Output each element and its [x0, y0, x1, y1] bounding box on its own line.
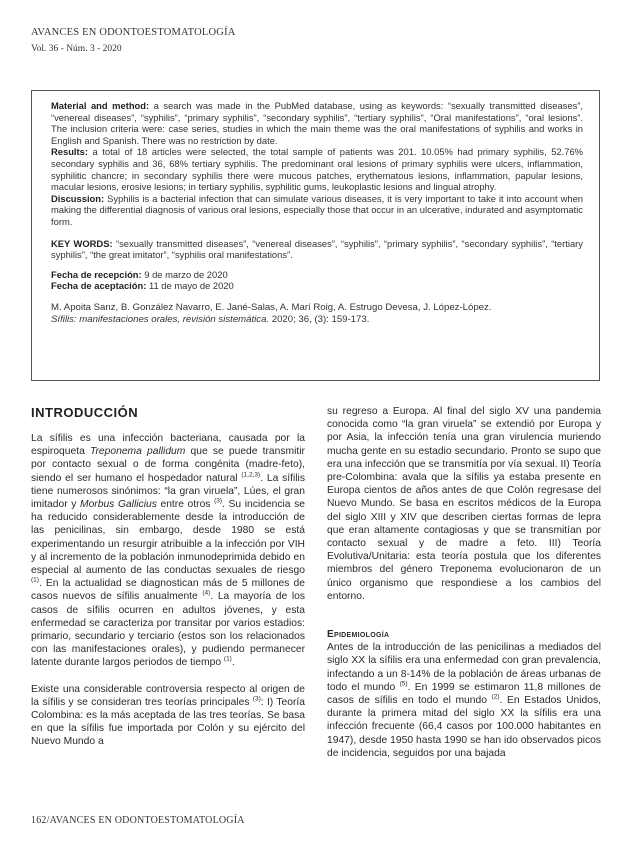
material-label: Material and method: — [51, 100, 150, 111]
results-text: a total of 18 articles were selected, the total sample of patients was 201. 10.05% had primary syphilis, 52.76% secondary syphilis and 36, 68% tertiary syphilis. The predominant oral lesions of primary syphilis were ulcers, inflammation, syphilitic chancre; in secondary syphilis there were mucous patches, erythematous lesions, inflammation, papular lesions, macular lesions, erosive lesions; in tertiary syphilis, syphilitic gums, leukoplastic lesions and lingual atrophy. — [51, 146, 583, 193]
accepted-label: Fecha de aceptación: — [51, 280, 147, 292]
abstract-content — [51, 100, 583, 325]
keywords-text: “sexually transmitted diseases”, “venereal diseases”, “syphilis”, “primary syphilis”, “secondary syphilis”, “tertiary syphilis”, “the great imitator”, “syphilis oral manifestations”. — [51, 237, 583, 261]
left-column — [31, 432, 305, 749]
right-column — [327, 405, 601, 760]
abstract-discussion — [51, 193, 583, 228]
abstract-results — [51, 146, 583, 192]
intro-paragraph-3: su regreso a Europa. Al final del siglo XV una pandemia conocida como “la gran viruela” se extendió por Europa y por Asia, la infección tenía una gran virulencia muriendo mucha gente en su estadio secundario. Pronto se supo que era una infección que se transmitía por vía sexual. II) Teoría pre-Colombina: avala que la sífilis ya estaba presente en Europa cientos de años antes de que Colón regresase del Nuevo Mundo. Se basa en escritos médicos de la Europa del siglo XIII y XIV que describen ciertas formas de lepra que eran altamente contagiosas y que se transmitían por contacto sexual y de madre a feto. III) Teoría Evolutiva/Unitaria: esta teoría postula que los diferentes miembros del género Treponema evolucionaron de un único organismo que respondiese a los cambios del entorno. — [327, 406, 601, 602]
page-footer: 162/AVANCES EN ODONTOESTOMATOLOGÍA — [31, 815, 245, 826]
epidemiology-paragraph: Antes de la introducción de las penicilinas a mediados del siglo XX la sífilis era una enfermedad con gran prevalencia, infectando a un 8-14% de la población de áreas urbanas de todo el mundo $^{(5)}$. En 1999 se estimaron 11,8 millones de casos de sífilis en todo el mundo $^{(2)}$. En Estados Unidos, durante la primera mitad del siglo XX la sífilis era una infección frecuente (66,4 casos por 100.000 habitantes en 1947), desde 1950 hasta 1990 se han ido observados picos de incidencia, seguidos por una bajada — [327, 642, 601, 759]
volume-info: Vol. 36 - Núm. 3 - 2020 — [31, 44, 122, 54]
journal-title: AVANCES EN ODONTOESTOMATOLOGÍA — [31, 27, 236, 38]
keywords — [51, 238, 583, 261]
results-label: Results: — [51, 146, 88, 158]
intro-paragraph-1: La sífilis es una infección bacteriana, causada por la espiroqueta Treponema pallidum que se puede transmitir por contacto sexual o de forma congénita (madre-feto), siendo el ser humano el hospedador natural $^{(1,2,3)}$. La sífilis tiene numerosos sinónimos: “la gran viruela”, Lúes, el gran imitador y Morbus Gallicius entre otros $^{(3)}$. Su incidencia se ha reducido considerablemente desde la introducción de las penicilinas, sin embargo, desde 1980 se está experimentando un resurgir atribuible a la infección por VIH y al incremento de la población inmunodeprimida debido en especial al aumento de las conductas sexuales de riesgo $^{(1)}$. En la actualidad se diagnostican más de 5 millones de casos nuevos de sífilis anualmente $^{(4)}$. La mayoría de los casos de sífilis ocurren en adultos jóvenes, y esta enfermedad se caracteriza por transitar por varios estadios: primario, secundario y terciario (estos son los relacionados con las manifestaciones orales), y pudiendo permanecer latente durante largos periodos de tiempo $^{(1)}$. — [31, 433, 305, 669]
discussion-label: Discussion: — [51, 192, 105, 204]
accepted-value: 11 de mayo de 2020 — [146, 280, 234, 292]
discussion-text: Syphilis is a bacterial infection that can simulate various diseases, it is very important to take it into account when making the differential diagnosis of various oral lesions, especially those that occur in an ulcerative, indurated and asymptomatic form. — [51, 192, 583, 227]
received-label: Fecha de recepción: — [51, 268, 142, 280]
material-text: a search was made in the PubMed database, using as keywords: “sexually transmitted diseases”, “venereal diseases”, “syphilis”, “primary syphilis”, “secondary syphilis”, “tertiary syphilis”, “Oral manifestations”, “oral lesions”. The inclusion criteria were: case series, studies in which the main theme was the oral manifestations of syphilis and works in English and Spanish. There was no restriction by date. — [51, 100, 583, 146]
received-date — [51, 269, 583, 281]
keywords-label: KEY WORDS: — [51, 237, 113, 249]
accepted-date — [51, 280, 583, 292]
section-heading-epidemiology: Epidemiología — [327, 629, 390, 641]
intro-paragraph-2: Existe una considerable controversia respecto al origen de la sífilis y se consideran tres teorías principales $^{(3)}$: I) Teoría Colombina: es la más aceptada de las tres teorías. Se basa en que la sífilis fue importada por Colón y su ejército del Nuevo Mundo a — [31, 683, 305, 748]
citation-rest: . 2020; 36, (3): 159-173. — [266, 313, 370, 325]
citation-title: Sífilis: manifestaciones orales, revisión sistemática — [51, 313, 267, 325]
abstract-material — [51, 100, 583, 146]
citation-authors: M. Apoita Sanz, B. González Navarro, E. Jané-Salas, A. Marí Roig, A. Estrugo Devesa, J. López-López. — [51, 301, 492, 313]
citation — [51, 302, 583, 325]
received-value: 9 de marzo de 2020 — [141, 268, 228, 280]
abstract-box — [31, 90, 600, 381]
section-heading-intro: INTRODUCCIÓN — [31, 405, 139, 420]
